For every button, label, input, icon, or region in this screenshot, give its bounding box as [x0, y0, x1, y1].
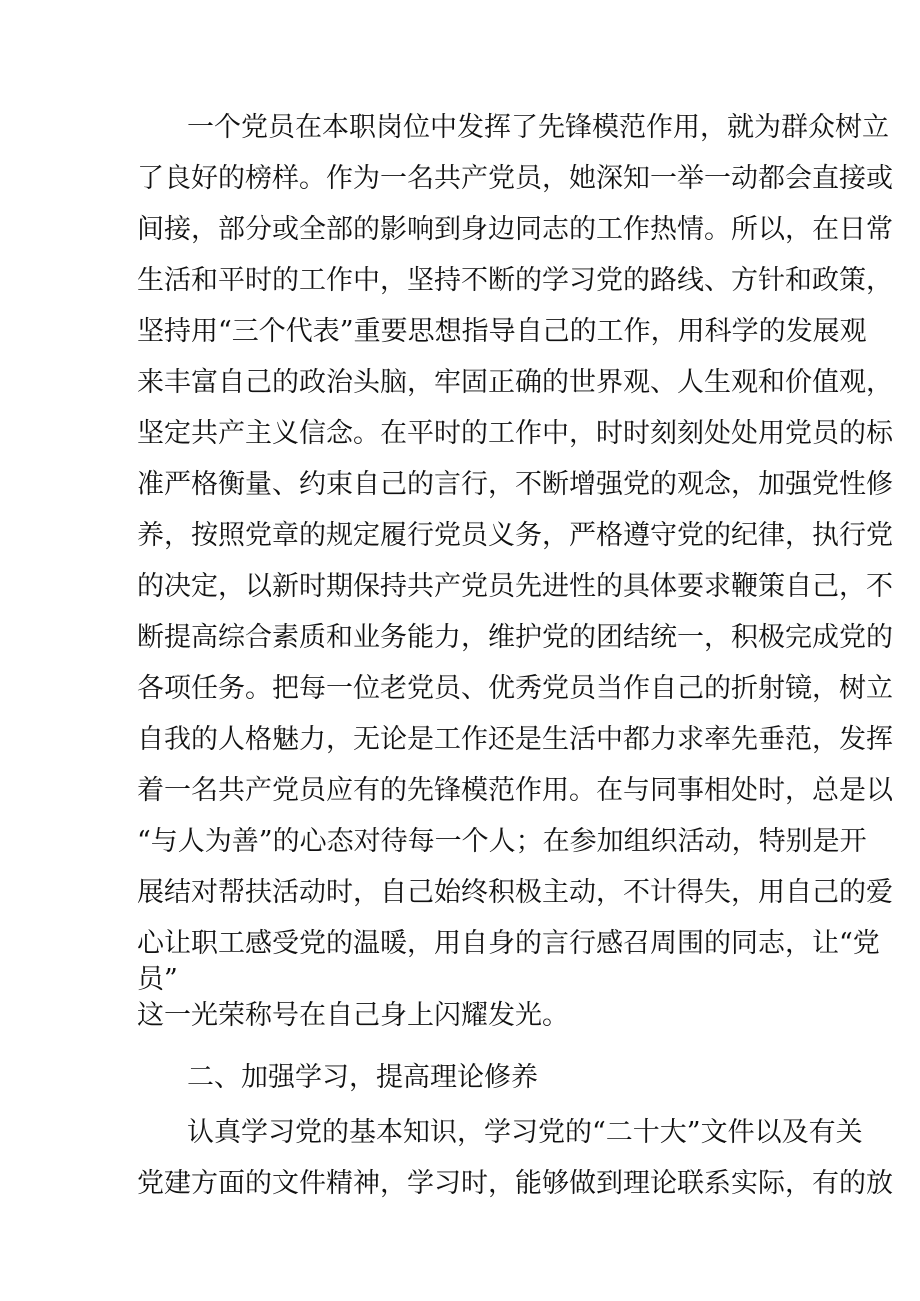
- text-line: 党建方面的文件精神，学习时，能够做到理论联系实际，有的放: [137, 1168, 893, 1199]
- text-line: 这一光荣称号在自己身上闪耀发光。: [137, 1000, 569, 1031]
- text-line: 了良好的榜样。作为一名共产党员，她深知一举一动都会直接或: [137, 163, 893, 194]
- text-line: 生活和平时的工作中，坚持不断的学习党的路线、方针和政策，: [137, 265, 893, 296]
- text-line: 来丰富自己的政治头脑，牢固正确的世界观、人生观和价值观，: [137, 367, 893, 398]
- text-line: 各项任务。把每一位老党员、优秀党员当作自己的折射镜，树立: [137, 673, 893, 704]
- text-line: 认真学习党的基本知识，学习党的“二十大”文件以及有关: [187, 1117, 863, 1148]
- text-line: 着一名共产党员应有的先锋模范作用。在与同事相处时，总是以: [137, 775, 893, 806]
- section-heading: 二、加强学习，提高理论修养: [187, 1062, 538, 1093]
- text-line: 间接，部分或全部的影响到身边同志的工作热情。所以，在日常: [137, 214, 893, 245]
- text-line: 的决定，以新时期保持共产党员先进性的具体要求鞭策自己，不: [137, 571, 893, 602]
- text-line: 养，按照党章的规定履行党员义务，严格遵守党的纪律，执行党: [137, 520, 893, 551]
- text-line: 员”: [137, 964, 178, 995]
- text-line: “与人为善”的心态对待每一个人；在参加组织活动，特别是开: [137, 826, 867, 857]
- text-line: 断提高综合素质和业务能力，维护党的团结统一，积极完成党的: [137, 622, 893, 653]
- text-line: 准严格衡量、约束自己的言行，不断增强党的观念，加强党性修: [137, 469, 893, 500]
- text-line: 坚持用“三个代表”重要思想指导自己的工作，用科学的发展观: [137, 316, 867, 347]
- text-line: 一个党员在本职岗位中发挥了先锋模范作用，就为群众树立: [187, 112, 889, 143]
- text-line: 坚定共产主义信念。在平时的工作中，时时刻刻处处用党员的标: [137, 418, 893, 449]
- text-line: 心让职工感受党的温暖，用自身的言行感召周围的同志，让“党: [137, 928, 880, 959]
- text-line: 展结对帮扶活动时，自己始终积极主动，不计得失，用自己的爱: [137, 877, 893, 908]
- text-line: 自我的人格魅力，无论是工作还是生活中都力求率先垂范，发挥: [137, 724, 893, 755]
